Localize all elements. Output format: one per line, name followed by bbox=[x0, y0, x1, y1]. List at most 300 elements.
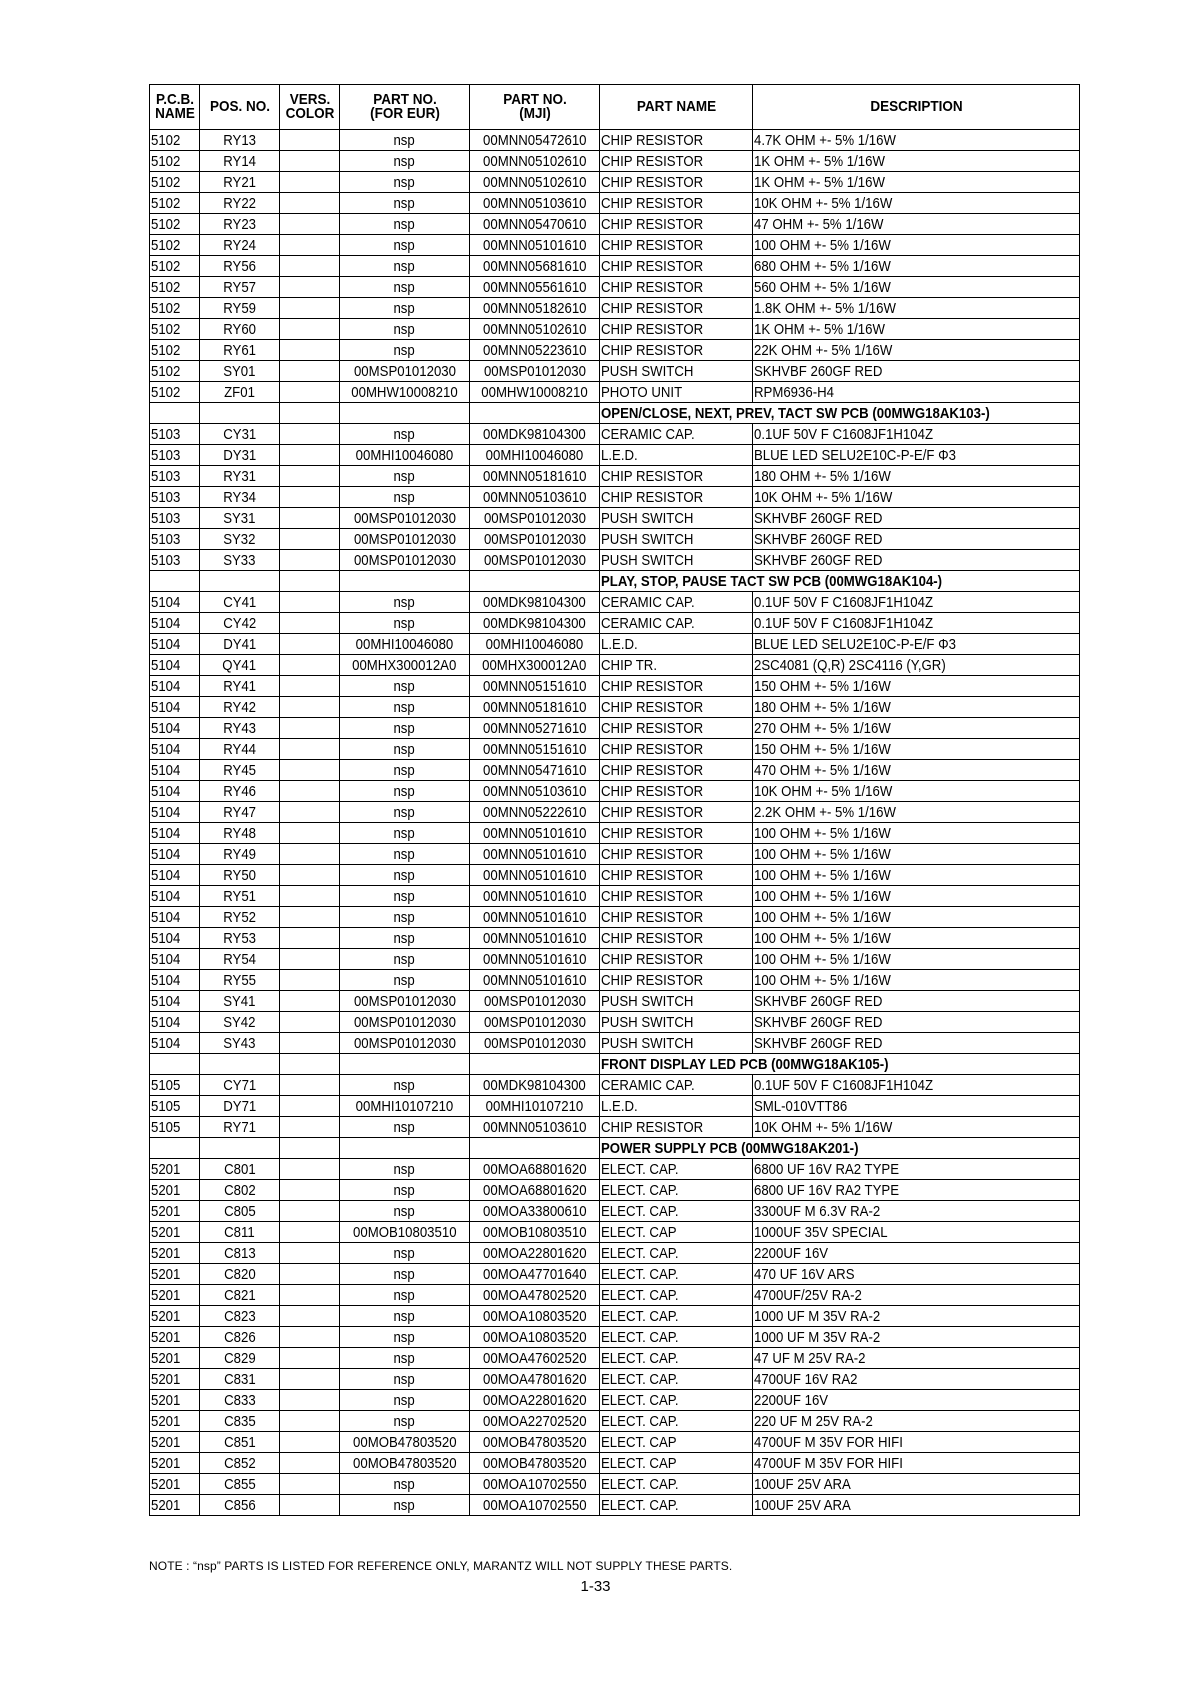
table-row bbox=[150, 1495, 1080, 1516]
cell-part-no-eur: nsp bbox=[340, 760, 470, 781]
header-part-no-eur: PART NO. (FOR EUR) bbox=[346, 85, 463, 130]
cell-part-name: PUSH SWITCH bbox=[600, 508, 753, 529]
cell-vers-color bbox=[280, 340, 340, 361]
cell-vers-color bbox=[280, 655, 340, 676]
cell-part-no-mji: 00MNN05472610 bbox=[470, 130, 600, 151]
cell-part-no-mji: 00MNN05101610 bbox=[470, 949, 600, 970]
table-row bbox=[150, 949, 1080, 970]
cell-pos-no: SY42 bbox=[200, 1012, 280, 1033]
cell-pcb-name: 5103 bbox=[150, 487, 200, 508]
cell-pos-no: RY71 bbox=[200, 1117, 280, 1138]
cell-pcb-name: 5104 bbox=[150, 592, 200, 613]
cell-vers-color bbox=[280, 634, 340, 655]
cell-description: 6800 UF 16V RA2 TYPE bbox=[753, 1180, 1080, 1201]
cell-part-no-eur: nsp bbox=[340, 823, 470, 844]
cell-description: 2200UF 16V bbox=[753, 1390, 1080, 1411]
section-title: POWER SUPPLY PCB (00MWG18AK201-) bbox=[600, 1138, 1080, 1159]
cell-pcb-name: 5102 bbox=[150, 277, 200, 298]
cell-vers-color bbox=[280, 781, 340, 802]
table-row bbox=[150, 781, 1080, 802]
table-row bbox=[150, 1369, 1080, 1390]
table-row bbox=[150, 718, 1080, 739]
cell-vers-color bbox=[280, 907, 340, 928]
cell-description: 1K OHM +- 5% 1/16W bbox=[753, 172, 1080, 193]
table-row bbox=[150, 1474, 1080, 1495]
cell-part-name: L.E.D. bbox=[600, 1096, 753, 1117]
cell-pos-no: RY31 bbox=[200, 466, 280, 487]
cell-part-no-eur: nsp bbox=[340, 676, 470, 697]
cell-part-no-eur: nsp bbox=[340, 1117, 470, 1138]
cell-part-name: ELECT. CAP. bbox=[600, 1369, 753, 1390]
cell-part-no-mji: 00MOB10803510 bbox=[470, 1222, 600, 1243]
cell-vers-color bbox=[280, 235, 340, 256]
cell-part-no-mji: 00MNN05103610 bbox=[470, 487, 600, 508]
cell-vers-color bbox=[280, 1159, 340, 1180]
cell-part-name: CHIP RESISTOR bbox=[600, 487, 753, 508]
cell-pos-no: RY49 bbox=[200, 844, 280, 865]
table-row bbox=[150, 1327, 1080, 1348]
cell-pcb-name: 5201 bbox=[150, 1306, 200, 1327]
cell-part-no-eur: nsp bbox=[340, 718, 470, 739]
cell-vers-color bbox=[280, 1327, 340, 1348]
cell-pcb-name: 5104 bbox=[150, 739, 200, 760]
cell-vers-color bbox=[280, 1306, 340, 1327]
cell-part-name: CHIP RESISTOR bbox=[600, 865, 753, 886]
cell-pos-no: RY23 bbox=[200, 214, 280, 235]
cell-description: 10K OHM +- 5% 1/16W bbox=[753, 1117, 1080, 1138]
cell-part-no-eur: nsp bbox=[340, 802, 470, 823]
cell-description: SKHVBF 260GF RED bbox=[753, 991, 1080, 1012]
cell-pos-no: RY55 bbox=[200, 970, 280, 991]
cell-part-name: CHIP RESISTOR bbox=[600, 235, 753, 256]
cell-part-no-eur: 00MSP01012030 bbox=[340, 508, 470, 529]
cell-part-no-eur: nsp bbox=[340, 697, 470, 718]
cell-description: 1000 UF M 35V RA-2 bbox=[753, 1327, 1080, 1348]
cell-part-no-eur: nsp bbox=[340, 340, 470, 361]
cell-pos-no: C855 bbox=[200, 1474, 280, 1495]
cell-vers-color bbox=[280, 130, 340, 151]
cell-part-no-mji: 00MHW10008210 bbox=[470, 382, 600, 403]
cell-description: 1K OHM +- 5% 1/16W bbox=[753, 151, 1080, 172]
cell-part-no-eur: nsp bbox=[340, 1474, 470, 1495]
cell-description: 100 OHM +- 5% 1/16W bbox=[753, 928, 1080, 949]
cell-part-no-eur: nsp bbox=[340, 1159, 470, 1180]
table-row bbox=[150, 277, 1080, 298]
cell-vers-color bbox=[280, 1411, 340, 1432]
section-title: FRONT DISPLAY LED PCB (00MWG18AK105-) bbox=[600, 1054, 1080, 1075]
cell-pcb-name: 5102 bbox=[150, 340, 200, 361]
cell-part-name: PUSH SWITCH bbox=[600, 1012, 753, 1033]
cell-part-name: CHIP RESISTOR bbox=[600, 466, 753, 487]
cell-part-no-mji: 00MNN05223610 bbox=[470, 340, 600, 361]
cell-vers-color bbox=[280, 1264, 340, 1285]
cell-pcb-name: 5201 bbox=[150, 1369, 200, 1390]
table-row bbox=[150, 508, 1080, 529]
cell-part-no-mji: 00MHI10046080 bbox=[470, 445, 600, 466]
cell-pos-no: CY31 bbox=[200, 424, 280, 445]
cell-pcb-name: 5104 bbox=[150, 613, 200, 634]
cell-part-no-eur: 00MSP01012030 bbox=[340, 991, 470, 1012]
cell-part-no-mji: 00MOA22801620 bbox=[470, 1243, 600, 1264]
cell-pos-no: C811 bbox=[200, 1222, 280, 1243]
header-description: DESCRIPTION bbox=[769, 85, 1063, 130]
cell-part-no-eur: nsp bbox=[340, 1243, 470, 1264]
cell-part-no-mji: 00MHI10046080 bbox=[470, 634, 600, 655]
cell-description: SKHVBF 260GF RED bbox=[753, 1012, 1080, 1033]
cell-part-name: CHIP RESISTOR bbox=[600, 676, 753, 697]
cell-description: 150 OHM +- 5% 1/16W bbox=[753, 676, 1080, 697]
cell-pcb-name: 5201 bbox=[150, 1348, 200, 1369]
cell-pcb-name: 5201 bbox=[150, 1495, 200, 1516]
cell-part-no-mji: 00MNN05101610 bbox=[470, 865, 600, 886]
cell-part-name: CHIP RESISTOR bbox=[600, 928, 753, 949]
cell-pos-no: SY43 bbox=[200, 1033, 280, 1054]
cell-part-no-mji: 00MOA10803520 bbox=[470, 1327, 600, 1348]
cell-vers-color bbox=[280, 466, 340, 487]
cell-description: 10K OHM +- 5% 1/16W bbox=[753, 487, 1080, 508]
cell-pcb-name: 5201 bbox=[150, 1201, 200, 1222]
cell-pos-no: SY01 bbox=[200, 361, 280, 382]
table-row bbox=[150, 130, 1080, 151]
cell-vers-color bbox=[280, 403, 340, 424]
cell-part-no-eur bbox=[340, 403, 470, 424]
cell-pos-no: C852 bbox=[200, 1453, 280, 1474]
cell-part-name: CERAMIC CAP. bbox=[600, 1075, 753, 1096]
cell-description: SML-010VTT86 bbox=[753, 1096, 1080, 1117]
table-row bbox=[150, 529, 1080, 550]
cell-pcb-name: 5104 bbox=[150, 928, 200, 949]
cell-vers-color bbox=[280, 1432, 340, 1453]
cell-description: 560 OHM +- 5% 1/16W bbox=[753, 277, 1080, 298]
table-row bbox=[150, 760, 1080, 781]
cell-pcb-name: 5104 bbox=[150, 634, 200, 655]
cell-pos-no: RY24 bbox=[200, 235, 280, 256]
cell-part-no-mji: 00MOA47701640 bbox=[470, 1264, 600, 1285]
cell-pcb-name: 5104 bbox=[150, 886, 200, 907]
cell-description: 0.1UF 50V F C1608JF1H104Z bbox=[753, 592, 1080, 613]
cell-part-name: CHIP RESISTOR bbox=[600, 298, 753, 319]
cell-pcb-name: 5102 bbox=[150, 235, 200, 256]
table-row bbox=[150, 445, 1080, 466]
cell-part-no-mji bbox=[470, 1138, 600, 1159]
cell-part-no-eur: nsp bbox=[340, 970, 470, 991]
cell-vers-color bbox=[280, 529, 340, 550]
cell-vers-color bbox=[280, 718, 340, 739]
cell-part-no-eur: 00MOB47803520 bbox=[340, 1432, 470, 1453]
cell-part-no-mji: 00MSP01012030 bbox=[470, 361, 600, 382]
cell-part-no-eur: nsp bbox=[340, 907, 470, 928]
table-row bbox=[150, 1390, 1080, 1411]
cell-part-no-eur: 00MHX300012A0 bbox=[340, 655, 470, 676]
section-row bbox=[150, 1054, 1080, 1075]
cell-part-name: PUSH SWITCH bbox=[600, 991, 753, 1012]
cell-part-no-mji: 00MDK98104300 bbox=[470, 1075, 600, 1096]
cell-description: 180 OHM +- 5% 1/16W bbox=[753, 466, 1080, 487]
cell-pos-no bbox=[200, 571, 280, 592]
table-row bbox=[150, 592, 1080, 613]
cell-part-no-eur bbox=[340, 571, 470, 592]
cell-part-no-mji: 00MNN05101610 bbox=[470, 907, 600, 928]
cell-vers-color bbox=[280, 1495, 340, 1516]
cell-part-no-eur: 00MOB47803520 bbox=[340, 1453, 470, 1474]
cell-part-no-mji: 00MOA47602520 bbox=[470, 1348, 600, 1369]
cell-pos-no: RY41 bbox=[200, 676, 280, 697]
cell-part-no-eur: nsp bbox=[340, 319, 470, 340]
cell-part-no-eur bbox=[340, 1138, 470, 1159]
table-row bbox=[150, 361, 1080, 382]
cell-pos-no bbox=[200, 1054, 280, 1075]
cell-pos-no: RY51 bbox=[200, 886, 280, 907]
cell-part-no-mji: 00MNN05182610 bbox=[470, 298, 600, 319]
cell-part-no-eur: 00MSP01012030 bbox=[340, 1033, 470, 1054]
cell-part-no-mji bbox=[470, 1054, 600, 1075]
section-row bbox=[150, 403, 1080, 424]
cell-pos-no: C823 bbox=[200, 1306, 280, 1327]
cell-pcb-name: 5103 bbox=[150, 424, 200, 445]
cell-vers-color bbox=[280, 991, 340, 1012]
cell-description: SKHVBF 260GF RED bbox=[753, 529, 1080, 550]
cell-vers-color bbox=[280, 1096, 340, 1117]
cell-pos-no: C851 bbox=[200, 1432, 280, 1453]
cell-part-no-mji: 00MNN05222610 bbox=[470, 802, 600, 823]
header-row bbox=[150, 85, 1080, 130]
table-row bbox=[150, 1201, 1080, 1222]
cell-description: 2200UF 16V bbox=[753, 1243, 1080, 1264]
cell-pos-no: C829 bbox=[200, 1348, 280, 1369]
table-row bbox=[150, 655, 1080, 676]
cell-part-name: ELECT. CAP. bbox=[600, 1348, 753, 1369]
cell-part-name: ELECT. CAP. bbox=[600, 1201, 753, 1222]
cell-pos-no: RY22 bbox=[200, 193, 280, 214]
cell-description: 100 OHM +- 5% 1/16W bbox=[753, 235, 1080, 256]
cell-part-no-eur: nsp bbox=[340, 130, 470, 151]
cell-pos-no: SY33 bbox=[200, 550, 280, 571]
cell-pos-no: RY47 bbox=[200, 802, 280, 823]
cell-part-no-eur: nsp bbox=[340, 886, 470, 907]
cell-pos-no: RY56 bbox=[200, 256, 280, 277]
cell-vers-color bbox=[280, 424, 340, 445]
cell-pos-no: CY71 bbox=[200, 1075, 280, 1096]
cell-description: 220 UF M 25V RA-2 bbox=[753, 1411, 1080, 1432]
cell-pcb-name: 5104 bbox=[150, 991, 200, 1012]
cell-pos-no: DY41 bbox=[200, 634, 280, 655]
cell-pcb-name: 5201 bbox=[150, 1180, 200, 1201]
cell-part-no-eur: 00MHI10046080 bbox=[340, 445, 470, 466]
cell-part-no-eur: nsp bbox=[340, 487, 470, 508]
table-row bbox=[150, 802, 1080, 823]
cell-part-name: CHIP RESISTOR bbox=[600, 193, 753, 214]
cell-pos-no: DY71 bbox=[200, 1096, 280, 1117]
cell-part-no-mji: 00MOB47803520 bbox=[470, 1453, 600, 1474]
cell-vers-color bbox=[280, 151, 340, 172]
cell-description: 0.1UF 50V F C1608JF1H104Z bbox=[753, 1075, 1080, 1096]
cell-part-no-eur: nsp bbox=[340, 256, 470, 277]
cell-pos-no: RY42 bbox=[200, 697, 280, 718]
cell-part-name: CHIP RESISTOR bbox=[600, 886, 753, 907]
cell-vers-color bbox=[280, 613, 340, 634]
cell-pos-no: C833 bbox=[200, 1390, 280, 1411]
cell-part-no-eur: nsp bbox=[340, 214, 470, 235]
cell-part-no-mji: 00MNN05181610 bbox=[470, 697, 600, 718]
table-row bbox=[150, 844, 1080, 865]
cell-part-name: ELECT. CAP bbox=[600, 1453, 753, 1474]
cell-part-no-mji: 00MNN05101610 bbox=[470, 823, 600, 844]
cell-description: 100 OHM +- 5% 1/16W bbox=[753, 844, 1080, 865]
cell-pcb-name: 5104 bbox=[150, 1033, 200, 1054]
cell-pcb-name: 5103 bbox=[150, 466, 200, 487]
cell-pos-no: RY44 bbox=[200, 739, 280, 760]
cell-part-no-mji: 00MSP01012030 bbox=[470, 1033, 600, 1054]
cell-pcb-name bbox=[150, 1054, 200, 1075]
cell-pos-no: SY41 bbox=[200, 991, 280, 1012]
cell-description: 470 OHM +- 5% 1/16W bbox=[753, 760, 1080, 781]
table-row bbox=[150, 676, 1080, 697]
table-row bbox=[150, 823, 1080, 844]
cell-part-no-mji: 00MOA10702550 bbox=[470, 1495, 600, 1516]
cell-part-no-mji: 00MNN05101610 bbox=[470, 235, 600, 256]
cell-vers-color bbox=[280, 676, 340, 697]
cell-part-name: CHIP RESISTOR bbox=[600, 802, 753, 823]
table-row bbox=[150, 697, 1080, 718]
table-row bbox=[150, 1096, 1080, 1117]
cell-pcb-name: 5102 bbox=[150, 172, 200, 193]
cell-part-no-mji bbox=[470, 403, 600, 424]
cell-pos-no: RY60 bbox=[200, 319, 280, 340]
cell-part-no-mji: 00MOA22801620 bbox=[470, 1390, 600, 1411]
cell-vers-color bbox=[280, 1222, 340, 1243]
cell-part-no-mji: 00MOA47801620 bbox=[470, 1369, 600, 1390]
table-row bbox=[150, 1453, 1080, 1474]
cell-pcb-name: 5102 bbox=[150, 319, 200, 340]
cell-part-name: ELECT. CAP. bbox=[600, 1264, 753, 1285]
cell-part-name: PHOTO UNIT bbox=[600, 382, 753, 403]
cell-vers-color bbox=[280, 592, 340, 613]
cell-pcb-name: 5102 bbox=[150, 151, 200, 172]
cell-vers-color bbox=[280, 823, 340, 844]
cell-pcb-name: 5102 bbox=[150, 130, 200, 151]
footnote: NOTE : “nsp” PARTS IS LISTED FOR REFERENCE ONLY, MARANTZ WILL NOT SUPPLY THESE PARTS. bbox=[149, 1559, 733, 1573]
table-row bbox=[150, 340, 1080, 361]
cell-vers-color bbox=[280, 214, 340, 235]
cell-pos-no: ZF01 bbox=[200, 382, 280, 403]
cell-part-name: ELECT. CAP. bbox=[600, 1285, 753, 1306]
cell-pos-no: RY53 bbox=[200, 928, 280, 949]
cell-part-no-eur: 00MSP01012030 bbox=[340, 529, 470, 550]
cell-pcb-name bbox=[150, 403, 200, 424]
cell-description: 180 OHM +- 5% 1/16W bbox=[753, 697, 1080, 718]
cell-part-name: PUSH SWITCH bbox=[600, 361, 753, 382]
cell-pcb-name: 5104 bbox=[150, 907, 200, 928]
table-row bbox=[150, 613, 1080, 634]
cell-description: 10K OHM +- 5% 1/16W bbox=[753, 781, 1080, 802]
cell-pcb-name: 5104 bbox=[150, 949, 200, 970]
cell-pcb-name: 5201 bbox=[150, 1432, 200, 1453]
cell-part-name: CHIP RESISTOR bbox=[600, 340, 753, 361]
cell-vers-color bbox=[280, 1075, 340, 1096]
cell-pcb-name: 5104 bbox=[150, 676, 200, 697]
cell-part-name: CHIP RESISTOR bbox=[600, 277, 753, 298]
header-pcb-name: P.C.B. NAME bbox=[152, 85, 197, 130]
cell-part-name: CHIP RESISTOR bbox=[600, 697, 753, 718]
cell-pcb-name: 5104 bbox=[150, 718, 200, 739]
cell-vers-color bbox=[280, 382, 340, 403]
cell-description: 1000UF 35V SPECIAL bbox=[753, 1222, 1080, 1243]
cell-pcb-name: 5104 bbox=[150, 802, 200, 823]
cell-part-no-mji: 00MNN05101610 bbox=[470, 886, 600, 907]
cell-vers-color bbox=[280, 1369, 340, 1390]
cell-part-name: CHIP RESISTOR bbox=[600, 907, 753, 928]
table-row bbox=[150, 214, 1080, 235]
cell-part-no-mji: 00MDK98104300 bbox=[470, 424, 600, 445]
cell-part-name: L.E.D. bbox=[600, 445, 753, 466]
cell-description: 47 OHM +- 5% 1/16W bbox=[753, 214, 1080, 235]
cell-part-no-mji: 00MSP01012030 bbox=[470, 529, 600, 550]
cell-part-no-mji: 00MOB47803520 bbox=[470, 1432, 600, 1453]
cell-pos-no: CY42 bbox=[200, 613, 280, 634]
parts-list-table bbox=[149, 84, 1080, 1516]
cell-description: BLUE LED SELU2E10C-P-E/F Φ3 bbox=[753, 445, 1080, 466]
cell-pos-no: QY41 bbox=[200, 655, 280, 676]
cell-part-no-eur: nsp bbox=[340, 1348, 470, 1369]
cell-pcb-name: 5201 bbox=[150, 1411, 200, 1432]
cell-description: SKHVBF 260GF RED bbox=[753, 361, 1080, 382]
cell-part-no-mji: 00MNN05103610 bbox=[470, 193, 600, 214]
cell-pos-no: C856 bbox=[200, 1495, 280, 1516]
cell-vers-color bbox=[280, 886, 340, 907]
cell-part-no-mji: 00MOA33800610 bbox=[470, 1201, 600, 1222]
cell-part-no-mji: 00MNN05103610 bbox=[470, 781, 600, 802]
cell-part-name: ELECT. CAP. bbox=[600, 1159, 753, 1180]
table-row bbox=[150, 1285, 1080, 1306]
table-row bbox=[150, 1348, 1080, 1369]
cell-part-name: ELECT. CAP. bbox=[600, 1474, 753, 1495]
cell-vers-color bbox=[280, 1453, 340, 1474]
cell-part-no-eur: nsp bbox=[340, 1201, 470, 1222]
cell-part-name: ELECT. CAP. bbox=[600, 1495, 753, 1516]
cell-part-no-eur: nsp bbox=[340, 1306, 470, 1327]
cell-pcb-name: 5102 bbox=[150, 193, 200, 214]
cell-part-no-eur: nsp bbox=[340, 1495, 470, 1516]
cell-vers-color bbox=[280, 256, 340, 277]
cell-part-no-eur: nsp bbox=[340, 1264, 470, 1285]
table-row bbox=[150, 991, 1080, 1012]
cell-part-name: CHIP RESISTOR bbox=[600, 172, 753, 193]
cell-part-no-eur: 00MSP01012030 bbox=[340, 1012, 470, 1033]
cell-pcb-name: 5102 bbox=[150, 382, 200, 403]
cell-part-name: PUSH SWITCH bbox=[600, 1033, 753, 1054]
cell-part-no-eur: nsp bbox=[340, 739, 470, 760]
cell-pos-no: RY46 bbox=[200, 781, 280, 802]
table-row bbox=[150, 1243, 1080, 1264]
cell-description: 100UF 25V ARA bbox=[753, 1495, 1080, 1516]
cell-pcb-name: 5104 bbox=[150, 697, 200, 718]
cell-part-no-eur: 00MHI10046080 bbox=[340, 634, 470, 655]
cell-pcb-name: 5201 bbox=[150, 1222, 200, 1243]
cell-part-no-eur: nsp bbox=[340, 844, 470, 865]
table-row bbox=[150, 1012, 1080, 1033]
cell-part-name: ELECT. CAP. bbox=[600, 1180, 753, 1201]
table-row bbox=[150, 1159, 1080, 1180]
cell-description: 100 OHM +- 5% 1/16W bbox=[753, 949, 1080, 970]
cell-pcb-name: 5102 bbox=[150, 361, 200, 382]
cell-part-no-mji: 00MNN05101610 bbox=[470, 970, 600, 991]
cell-pcb-name: 5201 bbox=[150, 1327, 200, 1348]
cell-part-no-eur: nsp bbox=[340, 949, 470, 970]
cell-pos-no: DY31 bbox=[200, 445, 280, 466]
cell-part-name: CERAMIC CAP. bbox=[600, 424, 753, 445]
cell-part-name: PUSH SWITCH bbox=[600, 529, 753, 550]
cell-pos-no bbox=[200, 403, 280, 424]
